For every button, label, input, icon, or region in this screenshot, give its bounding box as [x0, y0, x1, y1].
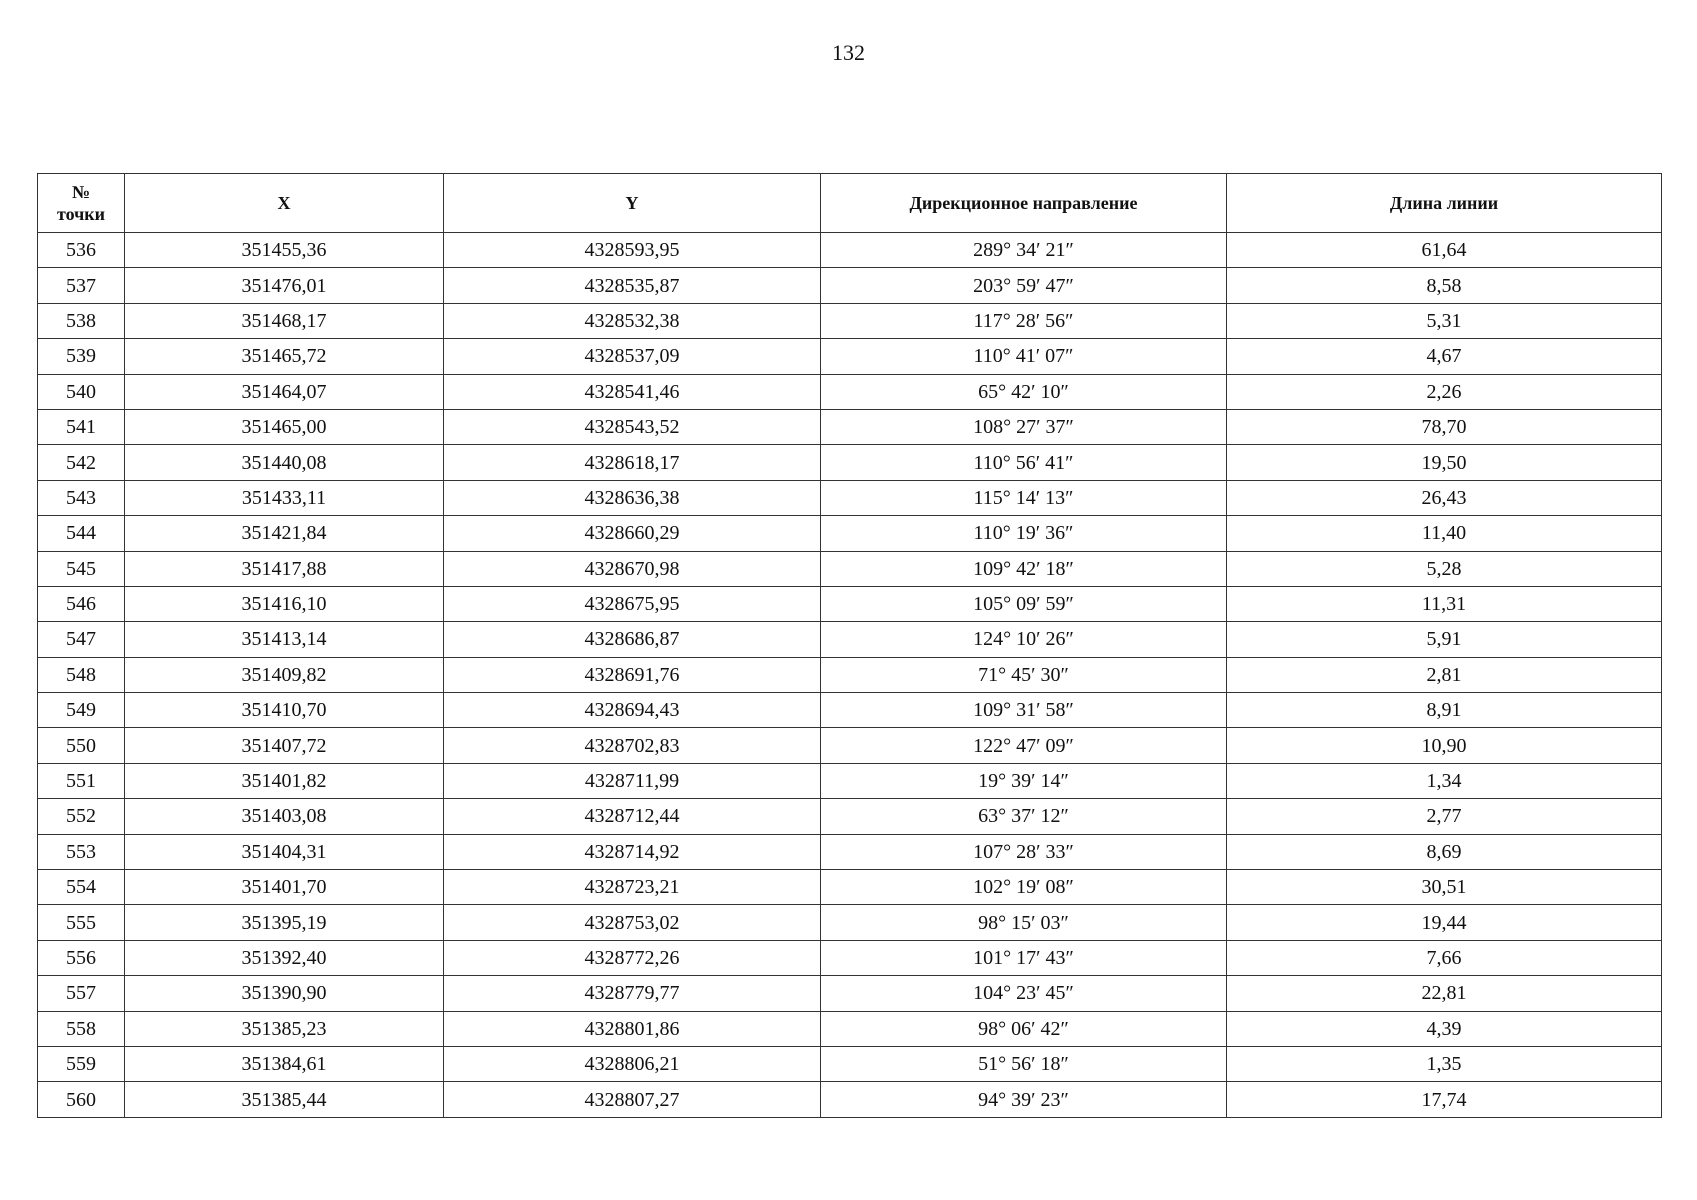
- length-cell: 4,39: [1227, 1011, 1662, 1046]
- bearing-cell: 94° 39′ 23″: [821, 1082, 1227, 1117]
- bearing-cell: 107° 28′ 33″: [821, 834, 1227, 869]
- bearing-cell: 110° 19′ 36″: [821, 516, 1227, 551]
- table-row: [38, 622, 1662, 657]
- length-cell: 26,43: [1227, 480, 1662, 515]
- x-cell: 351465,72: [125, 339, 444, 374]
- y-cell: 4328723,21: [444, 870, 821, 905]
- x-cell: 351464,07: [125, 374, 444, 409]
- table-row: [38, 268, 1662, 303]
- point-no-cell: 551: [38, 763, 125, 798]
- y-cell: 4328806,21: [444, 1046, 821, 1081]
- point-no-cell: 542: [38, 445, 125, 480]
- bearing-cell: 203° 59′ 47″: [821, 268, 1227, 303]
- point-no-cell: 541: [38, 409, 125, 444]
- table-row: [38, 339, 1662, 374]
- y-cell: 4328702,83: [444, 728, 821, 763]
- y-cell: 4328772,26: [444, 940, 821, 975]
- x-cell: 351403,08: [125, 799, 444, 834]
- length-cell: 11,31: [1227, 586, 1662, 621]
- x-cell: 351440,08: [125, 445, 444, 480]
- length-cell: 10,90: [1227, 728, 1662, 763]
- bearing-cell: 110° 56′ 41″: [821, 445, 1227, 480]
- y-cell: 4328807,27: [444, 1082, 821, 1117]
- length-cell: 19,44: [1227, 905, 1662, 940]
- table-row: [38, 586, 1662, 621]
- table-row: [38, 516, 1662, 551]
- x-cell: 351413,14: [125, 622, 444, 657]
- table-row: [38, 480, 1662, 515]
- x-cell: 351407,72: [125, 728, 444, 763]
- point-no-cell: 553: [38, 834, 125, 869]
- bearing-cell: 101° 17′ 43″: [821, 940, 1227, 975]
- y-cell: 4328636,38: [444, 480, 821, 515]
- length-cell: 7,66: [1227, 940, 1662, 975]
- bearing-cell: 109° 42′ 18″: [821, 551, 1227, 586]
- y-cell: 4328593,95: [444, 233, 821, 268]
- point-no-cell: 547: [38, 622, 125, 657]
- y-cell: 4328535,87: [444, 268, 821, 303]
- y-cell: 4328694,43: [444, 693, 821, 728]
- bearing-cell: 289° 34′ 21″: [821, 233, 1227, 268]
- table-row: [38, 728, 1662, 763]
- table-row: [38, 409, 1662, 444]
- point-no-cell: 555: [38, 905, 125, 940]
- x-cell: 351385,44: [125, 1082, 444, 1117]
- length-cell: 22,81: [1227, 976, 1662, 1011]
- point-no-cell: 556: [38, 940, 125, 975]
- point-no-cell: 540: [38, 374, 125, 409]
- y-cell: 4328779,77: [444, 976, 821, 1011]
- table-row: [38, 834, 1662, 869]
- bearing-cell: 117° 28′ 56″: [821, 303, 1227, 338]
- bearing-cell: 65° 42′ 10″: [821, 374, 1227, 409]
- point-no-cell: 537: [38, 268, 125, 303]
- point-no-cell: 558: [38, 1011, 125, 1046]
- table-row: [38, 233, 1662, 268]
- y-cell: 4328686,87: [444, 622, 821, 657]
- bearing-cell: 102° 19′ 08″: [821, 870, 1227, 905]
- x-cell: 351455,36: [125, 233, 444, 268]
- point-no-cell: 544: [38, 516, 125, 551]
- point-no-cell: 557: [38, 976, 125, 1011]
- point-no-cell: 538: [38, 303, 125, 338]
- x-cell: 351409,82: [125, 657, 444, 692]
- table-row: [38, 870, 1662, 905]
- length-cell: 30,51: [1227, 870, 1662, 905]
- x-cell: 351401,70: [125, 870, 444, 905]
- length-cell: 2,77: [1227, 799, 1662, 834]
- table-row: [38, 303, 1662, 338]
- length-cell: 17,74: [1227, 1082, 1662, 1117]
- bearing-cell: 51° 56′ 18″: [821, 1046, 1227, 1081]
- point-no-cell: 560: [38, 1082, 125, 1117]
- bearing-cell: 63° 37′ 12″: [821, 799, 1227, 834]
- x-cell: 351410,70: [125, 693, 444, 728]
- point-no-cell: 545: [38, 551, 125, 586]
- point-no-cell: 550: [38, 728, 125, 763]
- x-cell: 351476,01: [125, 268, 444, 303]
- page-number: 132: [832, 40, 865, 65]
- y-cell: 4328714,92: [444, 834, 821, 869]
- y-cell: 4328712,44: [444, 799, 821, 834]
- bearing-cell: 98° 15′ 03″: [821, 905, 1227, 940]
- table-row: [38, 1082, 1662, 1117]
- y-cell: 4328801,86: [444, 1011, 821, 1046]
- length-cell: 8,58: [1227, 268, 1662, 303]
- length-cell: 4,67: [1227, 339, 1662, 374]
- point-no-cell: 543: [38, 480, 125, 515]
- length-cell: 5,31: [1227, 303, 1662, 338]
- length-cell: 5,91: [1227, 622, 1662, 657]
- table-row: [38, 551, 1662, 586]
- table-row: [38, 693, 1662, 728]
- table-row: [38, 905, 1662, 940]
- y-cell: 4328532,38: [444, 303, 821, 338]
- x-cell: 351416,10: [125, 586, 444, 621]
- bearing-cell: 122° 47′ 09″: [821, 728, 1227, 763]
- table-row: [38, 799, 1662, 834]
- x-cell: 351384,61: [125, 1046, 444, 1081]
- header-bearing: Дирекционное направление: [821, 174, 1227, 233]
- header-point-no-word: точки: [56, 204, 106, 224]
- bearing-cell: 109° 31′ 58″: [821, 693, 1227, 728]
- point-no-cell: 549: [38, 693, 125, 728]
- table-row: [38, 1046, 1662, 1081]
- y-cell: 4328541,46: [444, 374, 821, 409]
- x-cell: 351468,17: [125, 303, 444, 338]
- point-no-cell: 546: [38, 586, 125, 621]
- bearing-cell: 98° 06′ 42″: [821, 1011, 1227, 1046]
- length-cell: 11,40: [1227, 516, 1662, 551]
- y-cell: 4328753,02: [444, 905, 821, 940]
- coordinates-table: [37, 173, 1662, 1118]
- y-cell: 4328618,17: [444, 445, 821, 480]
- table-row: [38, 445, 1662, 480]
- x-cell: 351395,19: [125, 905, 444, 940]
- table-row: [38, 657, 1662, 692]
- point-no-cell: 552: [38, 799, 125, 834]
- header-length: Длина линии: [1227, 174, 1662, 233]
- table-row: [38, 763, 1662, 798]
- x-cell: 351417,88: [125, 551, 444, 586]
- y-cell: 4328670,98: [444, 551, 821, 586]
- x-cell: 351385,23: [125, 1011, 444, 1046]
- length-cell: 61,64: [1227, 233, 1662, 268]
- bearing-cell: 104° 23′ 45″: [821, 976, 1227, 1011]
- length-cell: 19,50: [1227, 445, 1662, 480]
- x-cell: 351404,31: [125, 834, 444, 869]
- point-no-cell: 539: [38, 339, 125, 374]
- x-cell: 351465,00: [125, 409, 444, 444]
- point-no-cell: 536: [38, 233, 125, 268]
- x-cell: 351390,90: [125, 976, 444, 1011]
- x-cell: 351421,84: [125, 516, 444, 551]
- length-cell: 1,35: [1227, 1046, 1662, 1081]
- bearing-cell: 108° 27′ 37″: [821, 409, 1227, 444]
- bearing-cell: 105° 09′ 59″: [821, 586, 1227, 621]
- table-row: [38, 374, 1662, 409]
- bearing-cell: 124° 10′ 26″: [821, 622, 1227, 657]
- bearing-cell: 115° 14′ 13″: [821, 480, 1227, 515]
- header-point-no-symbol: №: [71, 182, 91, 202]
- y-cell: 4328711,99: [444, 763, 821, 798]
- length-cell: 2,26: [1227, 374, 1662, 409]
- y-cell: 4328537,09: [444, 339, 821, 374]
- length-cell: 8,91: [1227, 693, 1662, 728]
- table-row: [38, 940, 1662, 975]
- table-row: [38, 976, 1662, 1011]
- table-header: [38, 174, 1662, 233]
- bearing-cell: 71° 45′ 30″: [821, 657, 1227, 692]
- length-cell: 78,70: [1227, 409, 1662, 444]
- table-row: [38, 1011, 1662, 1046]
- bearing-cell: 110° 41′ 07″: [821, 339, 1227, 374]
- header-row: [38, 174, 1662, 233]
- y-cell: 4328675,95: [444, 586, 821, 621]
- point-no-cell: 548: [38, 657, 125, 692]
- header-point-no: [38, 174, 125, 233]
- length-cell: 2,81: [1227, 657, 1662, 692]
- x-cell: 351392,40: [125, 940, 444, 975]
- y-cell: 4328691,76: [444, 657, 821, 692]
- length-cell: 1,34: [1227, 763, 1662, 798]
- y-cell: 4328660,29: [444, 516, 821, 551]
- header-y: Y: [444, 174, 821, 233]
- length-cell: 5,28: [1227, 551, 1662, 586]
- x-cell: 351401,82: [125, 763, 444, 798]
- x-cell: 351433,11: [125, 480, 444, 515]
- y-cell: 4328543,52: [444, 409, 821, 444]
- point-no-cell: 554: [38, 870, 125, 905]
- table-body: [38, 233, 1662, 1118]
- header-x: X: [125, 174, 444, 233]
- bearing-cell: 19° 39′ 14″: [821, 763, 1227, 798]
- point-no-cell: 559: [38, 1046, 125, 1081]
- length-cell: 8,69: [1227, 834, 1662, 869]
